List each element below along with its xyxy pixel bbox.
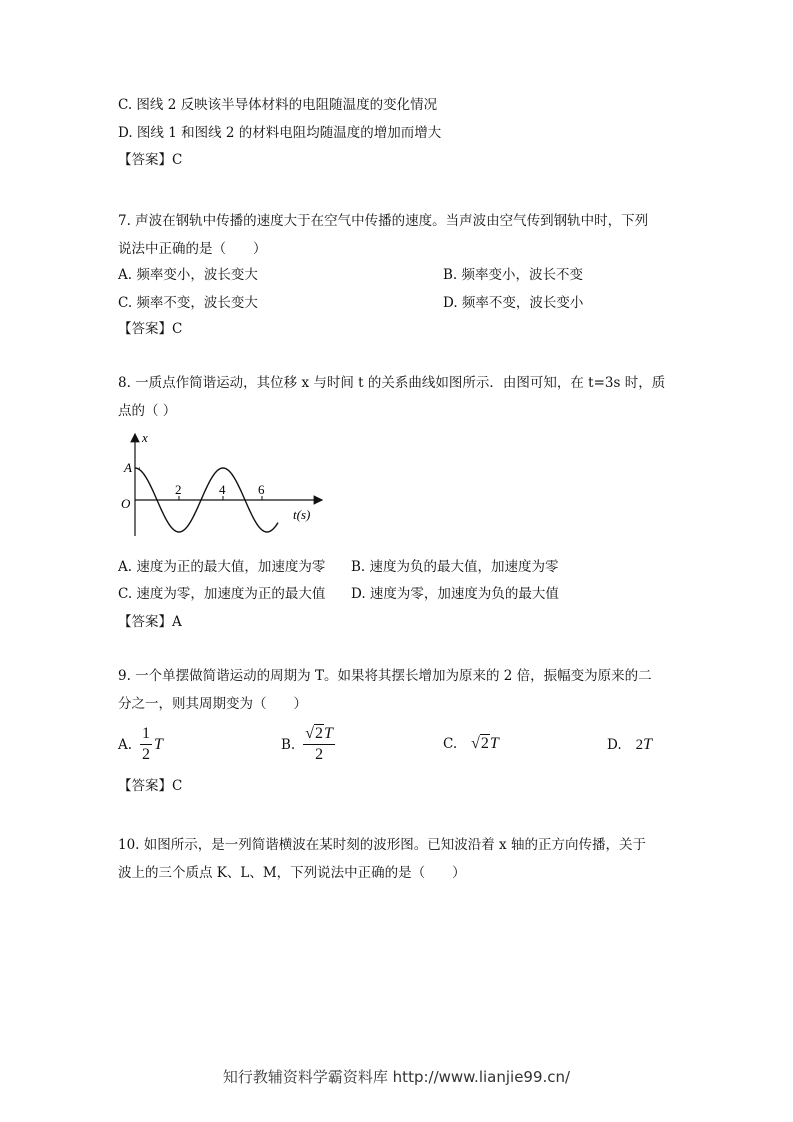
q8-option-d: D. 速度为零，加速度为负的最大值	[351, 586, 559, 602]
q8-option-b: B. 速度为负的最大值，加速度为零	[351, 559, 559, 575]
q7-answer: 【答案】C	[118, 321, 183, 337]
q9-option-c-radicand: 2	[480, 735, 489, 752]
q9-stem-line1: 9. 一个单摆做简谐运动的周期为 T。如果将其摆长增加为原来的 2 倍，振幅变为原来的二	[118, 668, 652, 684]
q8-tick-label-6: 6	[258, 482, 265, 497]
q8-tick-label-4: 4	[219, 482, 226, 497]
q9-option-b-fraction	[303, 724, 335, 765]
q8-stem-line1: 8. 一质点作简谐运动，其位移 x 与时间 t 的关系曲线如图所示．由图可知，在 t=3s 时，质	[118, 375, 666, 391]
q9-option-d-label: D.	[607, 737, 622, 753]
q7-option-d: D. 频率不变，波长变小	[443, 295, 584, 311]
q8-stem-line2: 点的（ ）	[118, 403, 177, 419]
q9-option-a-numerator: 1	[140, 724, 152, 745]
q9-option-c-label: C.	[443, 736, 458, 752]
q8-option-a: A. 速度为正的最大值，加速度为零	[118, 559, 326, 575]
q6-answer: 【答案】C	[118, 152, 183, 168]
q9-option-b	[281, 724, 337, 765]
q9-stem-line2: 分之一，则其周期变为（ ）	[118, 696, 307, 712]
q7-stem-line2: 说法中正确的是（ ）	[118, 241, 267, 257]
q9-option-b-variable: T	[324, 725, 333, 742]
q9-option-d-value: 2	[635, 736, 644, 753]
page-footer-watermark: 知行教辅资料学霸资料库 http://www.lianjie99.cn/	[222, 1068, 571, 1086]
q9-option-b-numerator: √2T	[303, 724, 335, 745]
q8-option-c: C. 速度为零，加速度为正的最大值	[118, 586, 326, 602]
q7-option-a: A. 频率变小，波长变大	[118, 267, 258, 283]
q8-y-axis-label: x	[142, 430, 148, 445]
q8-x-axis-label: t(s)	[293, 507, 311, 522]
q8-origin-label: O	[121, 496, 131, 511]
q9-option-b-label: B.	[281, 736, 296, 753]
q9-option-b-radicand: 2	[315, 725, 323, 742]
q9-option-a-fraction	[140, 724, 152, 765]
q8-tick-label-2: 2	[175, 482, 182, 497]
q7-stem-line1: 7. 声波在钢轨中传播的速度大于在空气中传播的速度。当声波由空气传到钢轨中时，下列	[118, 213, 649, 229]
q10-stem-line2: 波上的三个质点 K、L、M，下列说法中正确的是（ ）	[118, 865, 466, 881]
q7-option-b: B. 频率变小，波长不变	[443, 267, 584, 283]
q9-option-a-label: A.	[118, 736, 133, 753]
q9-option-a	[118, 724, 163, 765]
q9-option-c: C. √2 T	[443, 735, 499, 752]
q9-option-c-variable: T	[489, 735, 499, 752]
q8-displacement-graph	[110, 428, 330, 538]
q6-option-d: D. 图线 1 和图线 2 的材料电阻均随温度的增加而增大	[118, 125, 442, 141]
q9-option-a-denominator: 2	[142, 746, 151, 763]
q9-answer: 【答案】C	[118, 778, 183, 794]
q9-option-d-variable: T	[643, 736, 653, 753]
q7-option-c: C. 频率不变，波长变大	[118, 295, 258, 311]
q6-option-c: C. 图线 2 反映该半导体材料的电阻随温度的变化情况	[118, 97, 438, 113]
q10-stem-line1: 10. 如图所示，是一列简谐横波在某时刻的波形图。已知波沿着 x 轴的正方向传播，关于	[118, 837, 646, 853]
q8-answer: 【答案】A	[118, 614, 182, 630]
q9-option-d	[607, 736, 652, 754]
q9-option-a-variable: T	[154, 735, 163, 753]
q8-amplitude-label: A	[124, 460, 132, 475]
q9-option-b-denominator: 2	[315, 746, 324, 763]
